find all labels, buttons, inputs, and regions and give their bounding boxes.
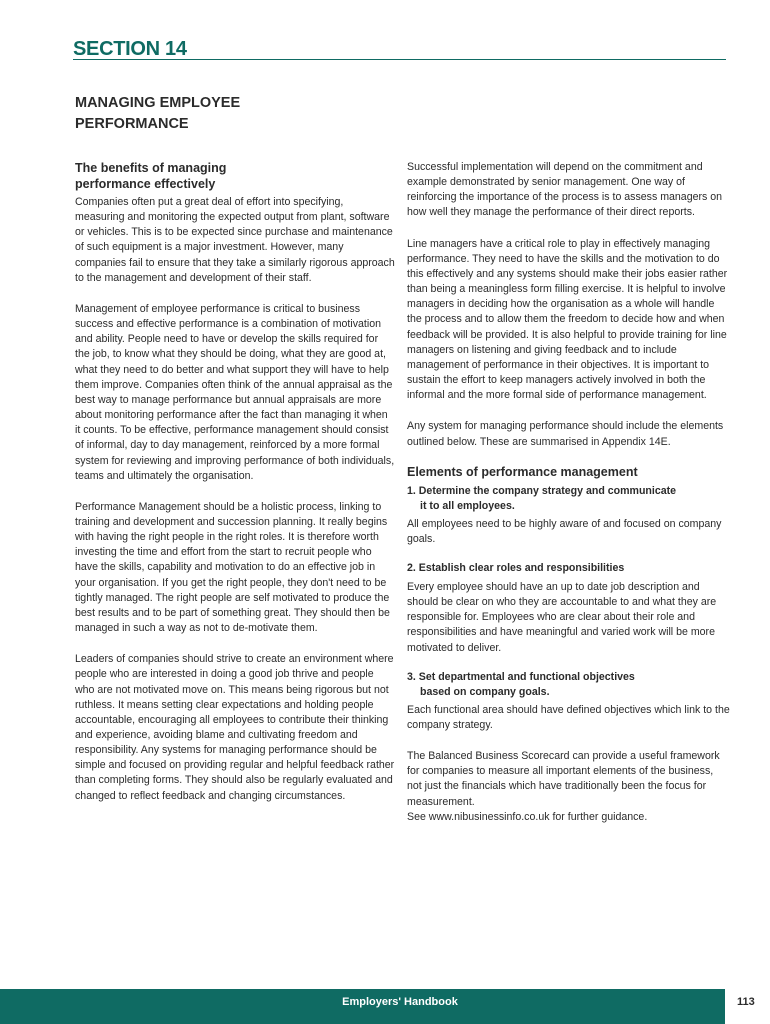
right-column: [407, 160, 730, 825]
page-title: [75, 93, 335, 135]
item-3-heading-line-2: based on company goals.: [420, 685, 550, 698]
item-3-text: Each functional area should have defined objectives which link to the company strategy.: [407, 703, 730, 731]
left-column: [75, 160, 395, 804]
benefits-heading: [75, 160, 395, 192]
item-3-heading-line-1: 3. Set departmental and functional objectives: [407, 670, 635, 683]
closing-paragraph: [407, 749, 730, 825]
item-1-text: All employees need to be highly aware of and focused on company goals.: [407, 517, 722, 545]
paragraph: Line managers have a critical role to play in effectively managing performance. They need to have the skills and the motivation to do this effectively and any systems should make their jobs easier rather than being a meaningless form filling exercise. It is helpful to involve managers in deciding how the organisation as a whole will handle the process and to allow them the freedom to decide how and when feedback will be provided. It is also helpful to provide training for line managers on listening and giving feedback and to include management of performance in their objectives. It is important to sustain the effort to keep managers actively involved in both the informal and the more formal side of performance management.: [407, 237, 728, 402]
item-1-heading-line-2: it to all employees.: [420, 499, 515, 512]
paragraph: Successful implementation will depend on the commitment and example demonstrated by senior management. One way of reinforcing the importance of the process is to assess managers on how well they manage the performance of their direct reports.: [407, 161, 723, 219]
item-2-text: Every employee should have an up to date job description and should be clear on who they are accountable to and what they are responsible for. Employees who are clear about their role and responsibilities and have meaningful and varied work will be more motivated to deliver.: [407, 580, 717, 654]
page-number: 113: [737, 996, 755, 1008]
page-title-line-2: PERFORMANCE: [75, 116, 189, 132]
item-1-heading: [407, 484, 730, 514]
section-divider: [73, 59, 726, 60]
item-3-heading: [407, 670, 730, 700]
paragraph: Management of employee performance is critical to business success and effective performance is a combination of motivation and ability. People need to have or develop the skills required for the job, to know what they should be doing, what they are good at, what they need to do better and what support they will have to help them improve. Companies often think of the annual appraisal as the best way to manage performance but annual appraisals are more about monitoring performance after the fact than managing it when it counts. To be effective, performance management should consist of informal, day to day management, reinforced by a more formal system for reviewing and improving performance of both individuals, teams and ultimately the organisation.: [75, 302, 395, 482]
paragraph: Companies often put a great deal of effort into specifying, measuring and monitoring the expected output from plant, software or vehicles. This is to be expected since purchase and maintenance of such equipment is a major investment. However, many companies fail to ensure that they take a similarly rigorous approach to the management and development of their staff.: [75, 196, 395, 284]
paragraph: Performance Management should be a holistic process, linking to training and development and succession planning. It really begins with having the right people in the right roles. It is therefore worth investing the time and effort from the start to recruit people who have the skills, capability and motivation to do an effective job in your organisation. If you get the right people, they don't need to be tightly managed. The right people are self motivated to produce the best results and to be part of something great. They should then be managed in such a way as not to de-motivate them.: [75, 500, 390, 635]
page-title-line-1: MANAGING EMPLOYEE: [75, 95, 241, 111]
closing-text: The Balanced Business Scorecard can provide a useful framework for companies to measure all important elements of the business, not just the financials which have traditionally been the focus for measurement.: [407, 750, 720, 808]
item-2-heading: 2. Establish clear roles and responsibilities: [407, 561, 625, 574]
benefits-heading-line-1: The benefits of managing: [75, 161, 227, 175]
section-number: SECTION 14: [73, 38, 187, 60]
paragraph: Any system for managing performance should include the elements outlined below. These are summarised in Appendix 14E.: [407, 420, 724, 448]
page-footer: [0, 989, 770, 1024]
footer-title: Employers' Handbook: [342, 996, 458, 1008]
elements-heading: Elements of performance management: [407, 464, 638, 479]
benefits-heading-line-2: performance effectively: [75, 177, 216, 191]
item-1-heading-line-1: 1. Determine the company strategy and communicate: [407, 484, 677, 497]
paragraph: Leaders of companies should strive to create an environment where people who are interested in doing a good job thrive and people who are not motivated move on. This means being rigorous but not ruthless. It means setting clear expectations and holding people accountable, encouraging all employees to contribute their thinking and experience, avoiding blame and cultivating freedom and responsibility. Any systems for managing performance should be simple and focused on providing regular and helpful feedback rather than completing forms. They should also be regularly evaluated and changed to reflect feedback and changing circumstances.: [75, 653, 395, 802]
guidance-link-text: See www.nibusinessinfo.co.uk for further guidance.: [407, 810, 648, 823]
